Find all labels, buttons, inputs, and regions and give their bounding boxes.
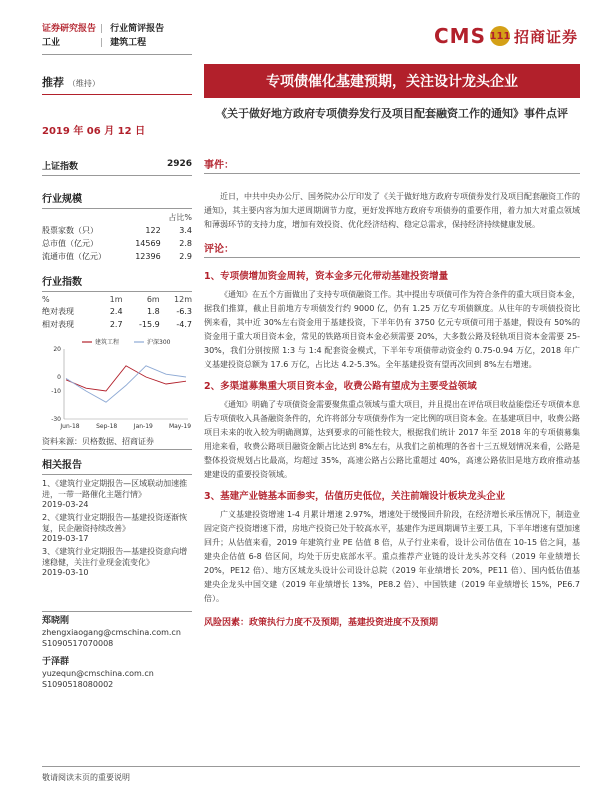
risk-text: 政策执行力度不及预期，基建投资进度不及预期 — [249, 618, 439, 628]
row-value: -6.3 — [176, 307, 192, 316]
event-text: 近日，中共中央办公厅、国务院办公厅印发了《关于做好地方政府专项债券发行及项目配套融资工作的通知》，其主要内容为加大逆周期调节力度，更好发挥地方政府专项债券的重要作用，着力加大对重点领域和薄弱环节的支持力度，增加有效投资、优化经济结构、稳定总需求，保持经济持续健康发展。 — [204, 192, 580, 229]
related-title: 相关报告 — [42, 456, 192, 475]
section-text: 《通知》在五个方面做出了支持专项债融资工作。其中提出专项债可作为符合条件的重大项目资本金，据我们推算，截止目前地方专项债发行约 9000 亿，仍有 1.25 万亿专项债额度。从往年的专项债投资比例来看，其中近 30%左右资金用于基建投资，下半年仍有 3750 亿元专项债可用于基建，假设有 50%的资金用于重大项目资本金，常见的铁路项目资本金必须需要 20%，大多数公路及轻轨项目资本金需要 25-30%，我们分别按照 1:3 与 1:4 配套资金模式，下半年专项债带动资金约 0.75-0.94 万亿，2018 年广义基建投资总额为 17.6 万亿，占比达 4.2-5.3%。全年基建投资有望再次回到 8%左右增速。 — [204, 290, 580, 369]
analyst — [42, 657, 192, 690]
index-value: 2926 — [166, 159, 192, 169]
analyst-block — [42, 611, 192, 690]
sidebar — [42, 156, 192, 690]
page-title: 专项债催化基建预期，关注设计龙头企业 — [204, 64, 580, 98]
row-value: 2.4 — [109, 307, 123, 316]
risk-label: 风险因素： — [204, 618, 250, 628]
x-tick-label: Jun-18 — [60, 423, 80, 430]
related-report-link[interactable]: 2、《建筑行业定期报告—基建投资逐渐恢复，民企融资持续改善》 — [42, 513, 188, 533]
row-value: 14569 — [135, 239, 161, 248]
table-row — [42, 237, 192, 250]
section-text: 《通知》明确了专项债资金需要聚焦重点领域与重大项目，并且提出在评估项目收益能偿还专项债本息后专项债收入具备融资条件的，允许将部分专项债券作为一定比例的项目资本金。在基建项目中，收费公路项目未来的收入较为明确测算，达到要求的可能性较大，根据我们统计 2017 年至 2018 年的专项债募集用途来看，收费公路项目融资金额占比达到 8%左右，从我们之前梳理的各省十三五规划情况来看，公路是整体投资规划占比最高，均超过 35%，高速公路占公路比重超过 40%，高速公路依旧是地方政府推动基建建设的重要投资领域。 — [204, 400, 580, 479]
row-pct: 2.8 — [179, 239, 192, 248]
report-subtitle: 《关于做好地方政府专项债券发行及项目配套融资工作的通知》事件点评 — [216, 107, 568, 120]
analyst-name: 于泽群 — [42, 657, 70, 667]
analyst-email[interactable]: yuzequn@cmschina.com.cn — [42, 669, 154, 678]
col-header: 1m — [109, 295, 123, 304]
section-text: 广义基建投资增速 1-4 月累计增速 2.97%，增速处于缓慢回升阶段，在经济增长承压情况下，制造业固定资产投资增速下滑，房地产投资已处于较高水平，基建作为逆周期调节主要工具，下半年增速有望加速回升；从估值来看，2019 年建筑行业 PE 估值 8 倍，从子行业来看，设计公司估值在 10-15 倍之间，基建央企估值 6-8 倍区间，均处于历史底部水平。重点推荐产业链的设计龙头苏交科（2019 年业绩增长 20%，PE12 倍）、地方区域龙头设计公司设计总院（2019 年业绩增长 20%，PE11 倍）、国内低估值基建央企龙头中国交建（2019 年业绩增长 13%，PE8.2 倍）、中国铁建（2019 年业绩增长 15%，PE6.7 倍）。 — [204, 510, 580, 603]
row-label: 相对表现 — [42, 320, 74, 329]
table-row — [42, 224, 192, 237]
series-line-0 — [66, 366, 186, 391]
row-pct: 2.9 — [179, 252, 192, 261]
logo-en: CMS — [434, 24, 486, 48]
risk-line — [204, 610, 580, 629]
event-label: 事件： — [204, 156, 580, 174]
row-value: 1.8 — [146, 307, 160, 316]
y-tick-label: 0 — [57, 374, 61, 381]
y-tick-label: -10 — [51, 388, 61, 395]
sub-sector: 建筑工程 — [110, 38, 147, 48]
report-type: 行业简评报告 — [110, 24, 165, 34]
col-header: 6m — [146, 295, 160, 304]
footer-note: 敬请阅读末页的重要说明 — [42, 773, 130, 782]
table-row — [42, 318, 192, 331]
related-report-date: 2019-03-24 — [42, 500, 89, 509]
brand-logo — [434, 24, 578, 48]
related-report-link[interactable]: 1、《建筑行业定期报告—区域联动加速推进，一带一路催化主题行情》 — [42, 479, 188, 499]
table-row — [42, 211, 192, 224]
col-header: % — [42, 295, 50, 304]
related-report-link[interactable]: 3、《建筑行业定期报告—基建投资意向增速稳健，关注行业现金流变化》 — [42, 547, 188, 567]
index-row — [42, 156, 192, 176]
header-separator: | — [100, 38, 104, 48]
y-tick-label: 20 — [53, 346, 61, 353]
related-report-date: 2019-03-17 — [42, 534, 89, 543]
report-category: 证券研究报告 — [42, 24, 97, 34]
logo-cn: 招商证券 — [513, 27, 578, 46]
row-value: 2.7 — [109, 320, 123, 329]
footer-rule — [42, 766, 580, 767]
row-label: 绝对表现 — [42, 307, 74, 316]
row-label: 总市值（亿元） — [42, 239, 98, 248]
analyst-license: S1090517070008 — [42, 639, 114, 648]
section-heading: 2、多渠道募集重大项目资本金，收费公路有望成为主要受益领域 — [204, 381, 477, 392]
analyst-name: 郑晓刚 — [42, 616, 70, 626]
related-reports — [42, 456, 192, 577]
section-heading: 3、基建产业链基本面参实，估值历史低位，关注前端设计板块龙头企业 — [204, 491, 506, 502]
x-tick-label: Jan-19 — [133, 423, 153, 430]
col-header: 占比% — [168, 213, 192, 222]
rating-rule — [42, 94, 192, 95]
analyst — [42, 616, 192, 649]
analyst-email[interactable]: zhengxiaogang@cmschina.com.cn — [42, 628, 181, 637]
table-row — [42, 250, 192, 263]
table-row — [42, 294, 192, 305]
performance-chart — [42, 335, 192, 433]
row-value: -4.7 — [176, 320, 192, 329]
logo-mark-icon: 111 — [490, 26, 510, 46]
row-label: 流通市值（亿元） — [42, 252, 106, 261]
row-value: 122 — [145, 226, 161, 235]
analyst-license: S1090518080002 — [42, 680, 114, 689]
legend-label: 沪深300 — [147, 339, 171, 346]
related-report-date: 2019-03-10 — [42, 568, 89, 577]
header-rule — [42, 54, 192, 55]
row-value: -15.9 — [139, 320, 160, 329]
row-label: 股票家数（只） — [42, 226, 98, 235]
industry-index-table — [42, 294, 192, 331]
index-label: 上证指数 — [42, 162, 79, 172]
industry-scale-table — [42, 211, 192, 263]
row-pct: 3.4 — [179, 226, 192, 235]
chart-source: 资料来源：贝格数据、招商证券 — [42, 436, 192, 450]
performance-chart-svg — [42, 335, 192, 433]
x-tick-label: May-19 — [168, 423, 192, 430]
row-value: 12396 — [135, 252, 161, 261]
main-content — [204, 156, 580, 629]
header-left — [42, 22, 164, 50]
industry-index-title: 行业指数 — [42, 273, 192, 292]
y-tick-label: -30 — [51, 416, 61, 423]
col-header: 12m — [174, 295, 192, 304]
rating — [42, 74, 100, 90]
legend-label: 建筑工程 — [95, 339, 120, 346]
industry-scale-title: 行业规模 — [42, 190, 192, 209]
section-heading: 1、专项债增加资金周转，资本金多元化带动基建投资增量 — [204, 271, 449, 282]
comment-label: 评论： — [204, 240, 580, 258]
rating-detail: （维持） — [67, 79, 100, 88]
rating-label: 推荐 — [42, 76, 64, 89]
header-separator: | — [100, 24, 104, 34]
x-tick-label: Sep-18 — [96, 423, 118, 430]
sector: 工业 — [42, 38, 61, 48]
report-date: 2019 年 06 月 12 日 — [42, 126, 146, 137]
table-row — [42, 305, 192, 318]
